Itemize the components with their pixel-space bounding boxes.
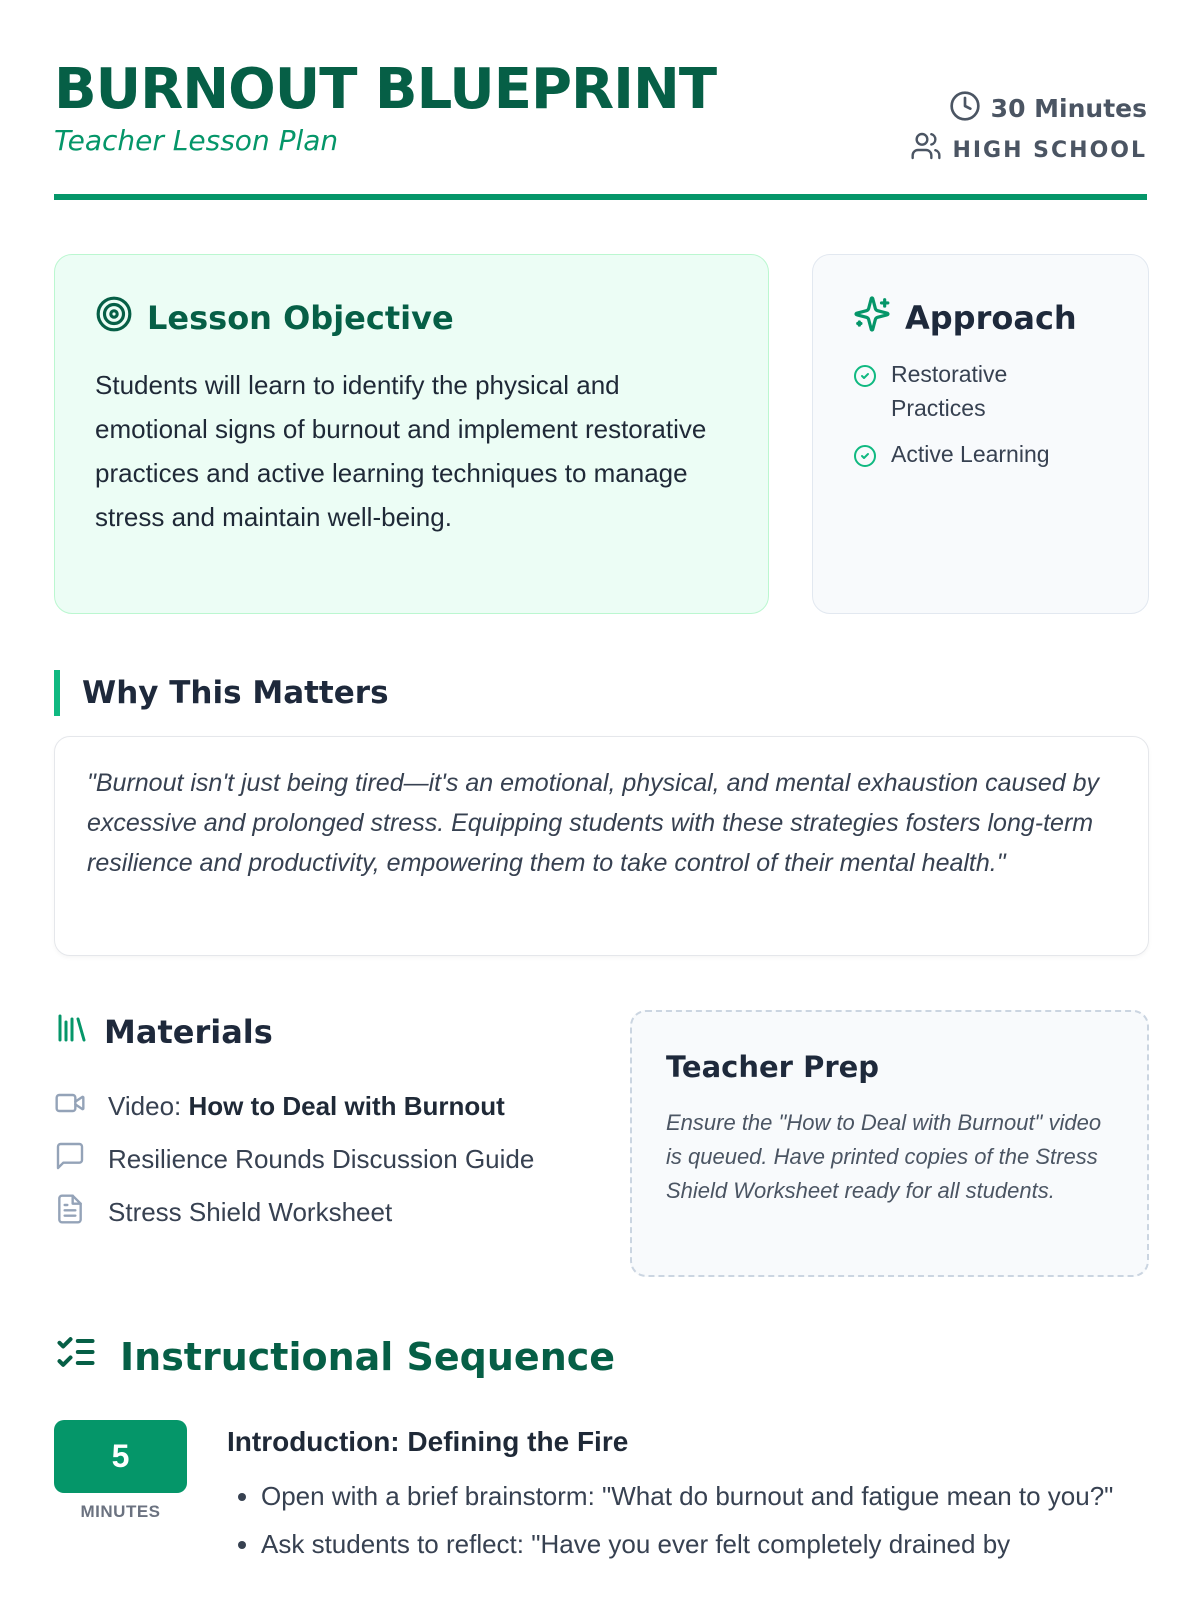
approach-card xyxy=(812,254,1149,614)
objective-card xyxy=(54,254,769,614)
duration-text: 30 Minutes xyxy=(990,93,1147,123)
approach-heading xyxy=(853,295,1108,341)
materials-heading xyxy=(54,1010,614,1054)
approach-item xyxy=(853,437,1108,477)
objective-heading xyxy=(95,295,728,341)
material-video xyxy=(108,1091,505,1122)
materials-title: Materials xyxy=(104,1013,273,1051)
level-text: HIGH SCHOOL xyxy=(952,137,1147,163)
step-minutes-unit: MINUTES xyxy=(80,1502,161,1521)
sequence-heading xyxy=(54,1330,615,1383)
target-icon xyxy=(95,295,133,341)
file-text-icon xyxy=(54,1193,86,1232)
why-quote: "Burnout isn't just being tired—it's an emotional, physical, and mental exhaustion caused by excessive and prolonged stress. Equipping students with these strategies fosters long-term resilience and productivity, empowering them to take control of their mental health." xyxy=(87,769,1100,877)
check-circle-icon xyxy=(853,363,877,397)
users-icon xyxy=(910,130,942,167)
duration-row xyxy=(910,88,1147,128)
materials-list xyxy=(54,1080,614,1239)
teacher-prep-card xyxy=(630,1010,1149,1277)
material-video-prefix: Video: xyxy=(108,1091,189,1121)
why-heading: Why This Matters xyxy=(54,670,389,716)
sparkles-icon xyxy=(853,295,891,341)
prep-text: Ensure the "How to Deal with Burnout" video is queued. Have printed copies of the Stress Shield Worksheet ready for all students. xyxy=(666,1110,1102,1203)
check-circle-icon xyxy=(853,443,877,477)
clock-icon xyxy=(949,90,981,127)
step-bullet: • Open with a brief brainstorm: "What do burnout and fatigue mean to you?" xyxy=(261,1476,1149,1516)
material-label: Stress Shield Worksheet xyxy=(108,1197,393,1227)
approach-list xyxy=(853,357,1108,477)
approach-item-label: Restorative Practices xyxy=(891,361,1008,421)
step-minutes-badge: 5 xyxy=(54,1420,187,1493)
page-subtitle: Teacher Lesson Plan xyxy=(54,124,339,157)
lesson-header xyxy=(54,58,1147,202)
approach-item xyxy=(853,357,1108,425)
material-item xyxy=(54,1133,614,1186)
material-video-title: How to Deal with Burnout xyxy=(188,1091,505,1121)
step-title: Introduction: Defining the Fire xyxy=(227,1426,629,1457)
objective-title: Lesson Objective xyxy=(147,299,454,337)
level-row xyxy=(910,128,1147,168)
lesson-meta xyxy=(910,88,1147,168)
step-bullet: • Ask students to reflect: "Have you ever felt completely drained by xyxy=(261,1524,1149,1564)
step-body xyxy=(227,1420,1149,1572)
material-item xyxy=(54,1080,614,1133)
material-item xyxy=(54,1186,614,1239)
step-bullets xyxy=(227,1476,1149,1564)
materials-section xyxy=(54,1010,614,1239)
sequence-title: Instructional Sequence xyxy=(120,1334,616,1379)
objective-text: Students will learn to identify the physical and emotional signs of burnout and implement restorative practices and active learning techniques to manage stress and maintain well-being. xyxy=(95,370,707,532)
header-divider xyxy=(54,194,1147,200)
approach-item-label: Active Learning xyxy=(891,441,1050,467)
approach-title: Approach xyxy=(905,299,1077,337)
list-checks-icon xyxy=(54,1330,98,1383)
material-label: Resilience Rounds Discussion Guide xyxy=(108,1144,535,1174)
library-icon xyxy=(54,1010,90,1054)
prep-title: Teacher Prep xyxy=(666,1050,880,1084)
why-quote-box xyxy=(54,736,1149,956)
video-icon xyxy=(54,1087,86,1126)
message-square-icon xyxy=(54,1140,86,1179)
page-title: BURNOUT BLUEPRINT xyxy=(54,57,717,122)
